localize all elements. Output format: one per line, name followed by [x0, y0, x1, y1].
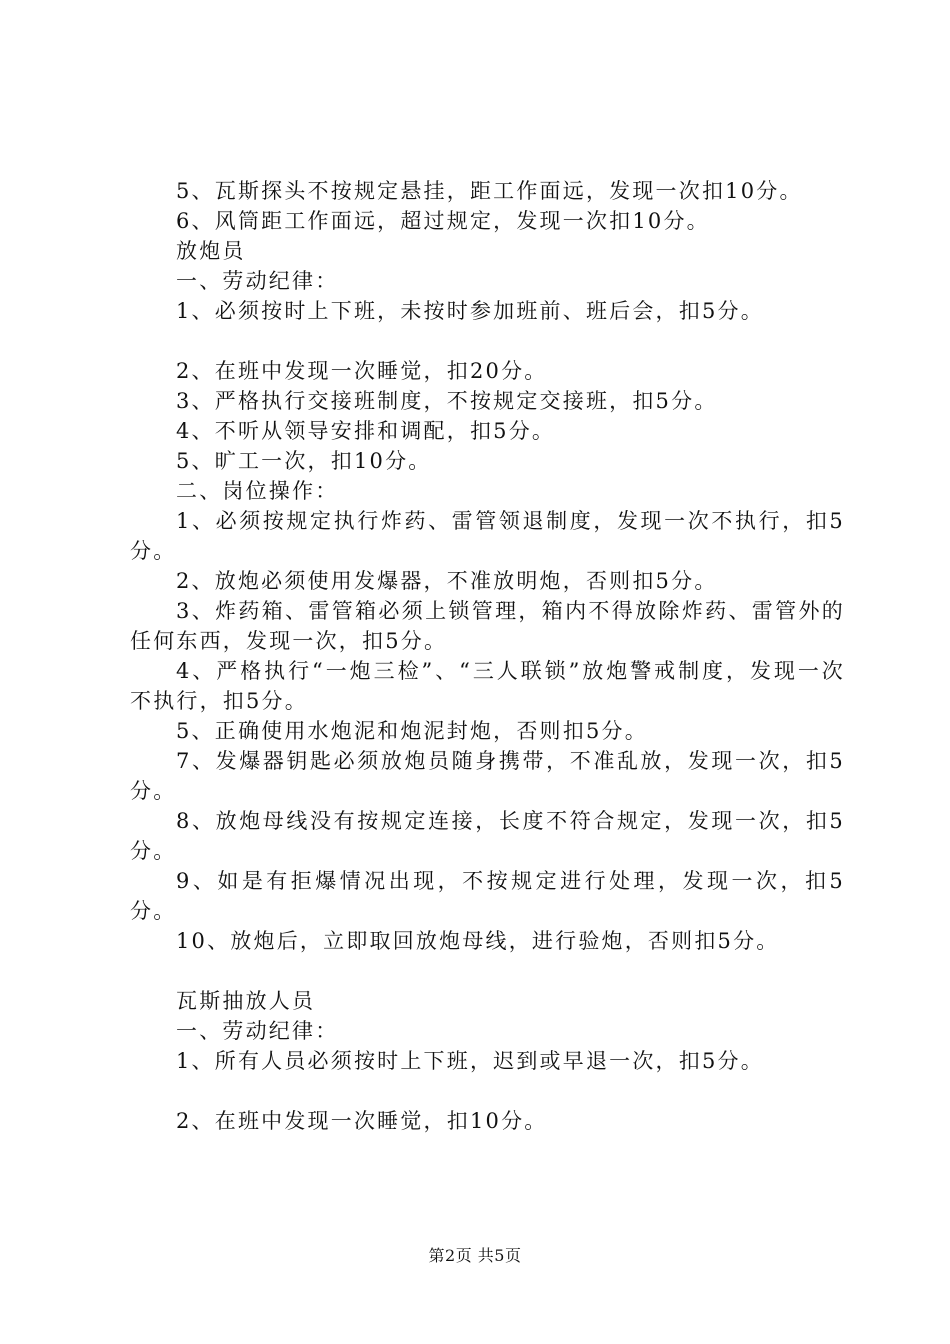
- paragraph: 4、不听从领导安排和调配，扣5分。: [176, 419, 556, 443]
- paragraph: 5、瓦斯探头不按规定悬挂，距工作面远，发现一次扣10分。: [176, 179, 803, 203]
- paragraph: 一、劳动纪律：: [176, 1019, 339, 1043]
- paragraph: 1、必须按规定执行炸药、雷管领退制度，发现一次不执行，扣5分。: [130, 509, 845, 563]
- paragraph: 1、所有人员必须按时上下班，迟到或早退一次，扣5分。: [176, 1049, 764, 1073]
- paragraph: 6、风筒距工作面远，超过规定，发现一次扣10分。: [176, 209, 710, 233]
- blank-line: [130, 326, 845, 356]
- paragraph: 瓦斯抽放人员: [176, 989, 316, 1013]
- paragraph: 放炮员: [176, 239, 246, 263]
- paragraph: 9、如是有拒爆情况出现，不按规定进行处理，发现一次，扣5分。: [130, 869, 845, 923]
- paragraph: 3、严格执行交接班制度，不按规定交接班，扣5分。: [176, 389, 718, 413]
- paragraph: 8、放炮母线没有按规定连接，长度不符合规定，发现一次，扣5分。: [130, 809, 845, 863]
- paragraph: 4、严格执行“一炮三检”、“三人联锁”放炮警戒制度，发现一次不执行，扣5分。: [130, 659, 845, 713]
- paragraph: 1、必须按时上下班，未按时参加班前、班后会，扣5分。: [176, 299, 764, 323]
- paragraph: 二、岗位操作：: [176, 479, 339, 503]
- paragraph: 一、劳动纪律：: [176, 269, 339, 293]
- paragraph: 2、在班中发现一次睡觉，扣20分。: [176, 359, 548, 383]
- paragraph: 10、放炮后，立即取回放炮母线，进行验炮，否则扣5分。: [176, 929, 780, 953]
- paragraph: 5、旷工一次，扣10分。: [176, 449, 432, 473]
- paragraph: 2、放炮必须使用发爆器，不准放明炮，否则扣5分。: [176, 569, 718, 593]
- page-footer: 第2页 共5页: [428, 1246, 522, 1265]
- paragraph: 7、发爆器钥匙必须放炮员随身携带，不准乱放，发现一次，扣5分。: [130, 749, 845, 803]
- paragraph: 5、正确使用水炮泥和炮泥封炮，否则扣5分。: [176, 719, 648, 743]
- paragraph: 3、炸药箱、雷管箱必须上锁管理，箱内不得放除炸药、雷管外的任何东西，发现一次，扣5分。: [130, 599, 845, 653]
- blank-line: [130, 1076, 845, 1106]
- document-body: [130, 176, 845, 1136]
- blank-line: [130, 956, 845, 986]
- paragraph: 2、在班中发现一次睡觉，扣10分。: [176, 1109, 548, 1133]
